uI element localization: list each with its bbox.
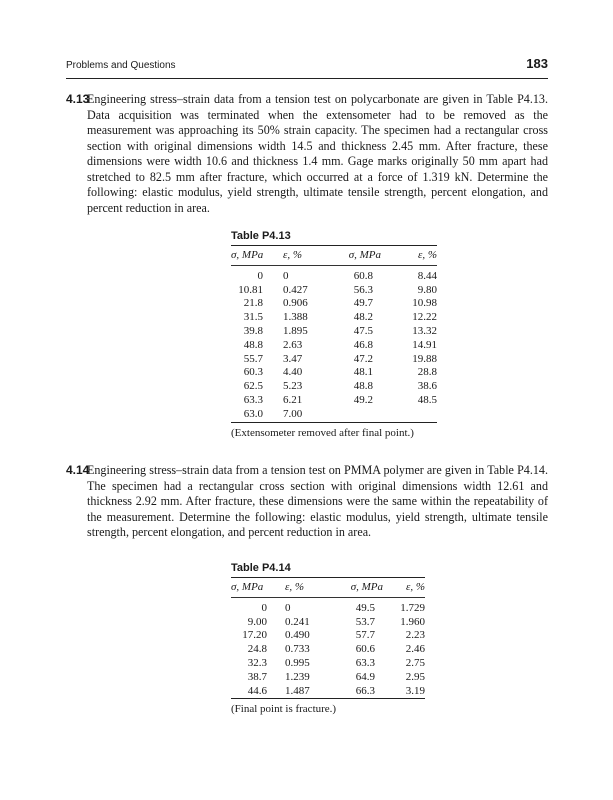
table-row xyxy=(231,671,425,685)
table-cell: 32.3 xyxy=(247,656,267,669)
table-row xyxy=(231,616,425,630)
table-cell: 56.3 xyxy=(353,283,373,296)
table-title: Table P4.14 xyxy=(231,562,425,578)
table-row xyxy=(231,353,437,367)
table-cell: 55.7 xyxy=(243,352,263,365)
table-cell: 60.3 xyxy=(243,366,263,379)
column-header: ε, % xyxy=(275,246,325,265)
table-cell: 21.8 xyxy=(243,297,263,310)
table-row xyxy=(231,657,425,671)
table-cell: 0 xyxy=(261,601,267,614)
table-cell: 66.3 xyxy=(355,684,375,697)
table-row xyxy=(231,297,437,311)
problem-number: 4.14 xyxy=(66,463,90,477)
table-cell: 38.7 xyxy=(247,670,267,683)
column-header: σ, MPa xyxy=(327,578,383,597)
table-cell: 3.47 xyxy=(283,352,303,365)
problem-text: Engineering stress–strain data from a tension test on polycarbonate are given in Table P4.13. Data acquisition was terminated when the extensometer had to be removed as the measurement was approaching its 50% strain capacity. The specimen had a rectangular cross section with original dimensions width 14.5 and thickness 2.45 mm. After fracture, these dimensions were width 10.6 and thickness 1.4 mm. Gage marks originally 50 mm apart had stretched to 82.5 mm after fracture, which occurred at a force of 1.319 kN. Determine the following: elastic modulus, yield strength, ultimate tensile strength, percent elongation, and percent reduction in area. xyxy=(87,92,548,215)
running-header xyxy=(66,58,548,79)
table-row xyxy=(231,597,425,615)
table-title: Table P4.13 xyxy=(231,230,437,246)
table-note: (Final point is fracture.) xyxy=(231,703,337,716)
table-cell: 0.733 xyxy=(285,643,310,656)
column-header: σ, MPa xyxy=(231,246,275,265)
column-header: ε, % xyxy=(383,578,425,597)
table-cell: 0.490 xyxy=(285,629,310,642)
table-cell: 0.241 xyxy=(285,615,310,628)
table-cell: 1.487 xyxy=(285,684,310,697)
table-cell: 47.2 xyxy=(353,352,373,365)
table-row xyxy=(231,408,437,422)
table-cell: 1.895 xyxy=(283,324,308,337)
table-row xyxy=(231,311,437,325)
table-cell: 2.95 xyxy=(405,670,425,683)
column-header: σ, MPa xyxy=(325,246,381,265)
section-title: Problems and Questions xyxy=(66,60,176,71)
table-cell: 9.00 xyxy=(247,615,267,628)
table-row xyxy=(231,325,437,339)
table-row xyxy=(231,284,437,298)
table-header-row xyxy=(231,246,437,265)
table-cell: 9.80 xyxy=(417,283,437,296)
table-cell xyxy=(325,408,381,422)
table-cell: 48.5 xyxy=(417,393,437,406)
table-cell: 46.8 xyxy=(353,338,373,351)
column-header: ε, % xyxy=(277,578,327,597)
table-cell: 0.427 xyxy=(283,283,308,296)
table-cell: 7.00 xyxy=(283,407,303,420)
table-cell: 48.2 xyxy=(353,311,373,324)
table-cell: 63.0 xyxy=(243,407,263,420)
table-cell: 2.63 xyxy=(283,338,303,351)
table-cell: 4.40 xyxy=(283,366,303,379)
page-number: 183 xyxy=(526,56,548,71)
table-cell: 1.729 xyxy=(400,601,425,614)
table-cell: 60.8 xyxy=(353,269,373,282)
table-p4-14 xyxy=(231,562,425,715)
table-cell: 49.2 xyxy=(353,393,373,406)
table-cell: 8.44 xyxy=(417,269,437,282)
data-table xyxy=(231,246,437,422)
table-cell: 62.5 xyxy=(243,380,263,393)
table-cell: 13.32 xyxy=(412,324,437,337)
table-cell: 47.5 xyxy=(353,324,373,337)
table-cell: 0 xyxy=(285,601,291,614)
table-cell: 6.21 xyxy=(283,393,303,406)
table-row xyxy=(231,643,425,657)
table-cell: 0.995 xyxy=(285,656,310,669)
table-cell: 0 xyxy=(283,269,289,282)
table-cell: 60.6 xyxy=(355,643,375,656)
table-row xyxy=(231,394,437,408)
table-cell: 63.3 xyxy=(355,656,375,669)
table-cell: 0.906 xyxy=(283,297,308,310)
table-cell: 48.1 xyxy=(353,366,373,379)
table-cell: 48.8 xyxy=(353,380,373,393)
table-cell: 10.81 xyxy=(238,283,263,296)
column-header: ε, % xyxy=(381,246,437,265)
table-cell: 0 xyxy=(257,269,263,282)
table-cell: 1.960 xyxy=(400,615,425,628)
table-cell: 39.8 xyxy=(243,324,263,337)
table-cell: 1.388 xyxy=(283,311,308,324)
table-cell: 57.7 xyxy=(355,629,375,642)
problem-number: 4.13 xyxy=(66,92,90,106)
problem-4-13 xyxy=(66,92,548,216)
table-p4-13 xyxy=(231,230,437,439)
table-row xyxy=(231,685,425,699)
problem-text: Engineering stress–strain data from a tension test on PMMA polymer are given in Table P4.14. The specimen had a rectangular cross section with original dimensions width 12.61 and thickness 2.92 mm. After fracture, these dimensions were the same within the repeatability of the measurement. Determine the following: elastic modulus, yield strength, ultimate tensile strength, percent elongation, and percent reduction in area. xyxy=(87,463,548,539)
table-cell: 2.23 xyxy=(405,629,425,642)
table-cell: 12.22 xyxy=(412,311,437,324)
data-table xyxy=(231,578,425,698)
table-cell: 24.8 xyxy=(247,643,267,656)
table-cell: 31.5 xyxy=(243,311,263,324)
table-cell: 63.3 xyxy=(243,393,263,406)
table-cell: 2.46 xyxy=(405,643,425,656)
table-cell: 64.9 xyxy=(355,670,375,683)
table-cell: 49.7 xyxy=(353,297,373,310)
table-row xyxy=(231,265,437,283)
table-cell: 1.239 xyxy=(285,670,310,683)
table-cell: 48.8 xyxy=(243,338,263,351)
table-cell: 49.5 xyxy=(355,601,375,614)
table-cell: 2.75 xyxy=(405,656,425,669)
table-row xyxy=(231,629,425,643)
column-header: σ, MPa xyxy=(231,578,277,597)
table-row xyxy=(231,339,437,353)
table-note: (Extensometer removed after final point.) xyxy=(231,426,414,439)
table-cell: 28.8 xyxy=(417,366,437,379)
table-cell: 44.6 xyxy=(247,684,267,697)
table-cell: 38.6 xyxy=(417,380,437,393)
problem-4-14 xyxy=(66,463,548,541)
table-cell xyxy=(381,408,437,422)
table-cell: 5.23 xyxy=(283,380,303,393)
table-cell: 10.98 xyxy=(412,297,437,310)
table-cell: 3.19 xyxy=(405,684,425,697)
table-cell: 53.7 xyxy=(355,615,375,628)
table-cell: 17.20 xyxy=(242,629,267,642)
table-header-row xyxy=(231,578,425,597)
table-cell: 14.91 xyxy=(412,338,437,351)
table-row xyxy=(231,366,437,380)
table-cell: 19.88 xyxy=(412,352,437,365)
table-row xyxy=(231,380,437,394)
